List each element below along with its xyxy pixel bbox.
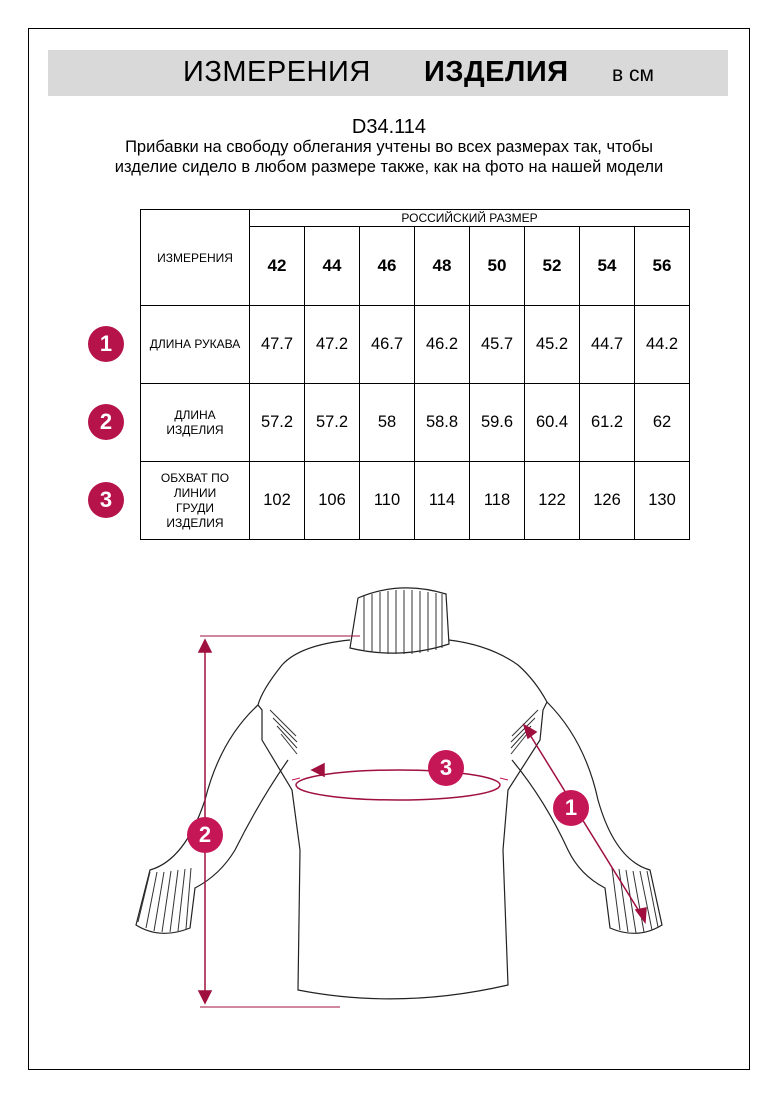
table-cell: 61.2 [580, 384, 635, 462]
row-number-badge: 1 [88, 326, 124, 362]
size-header: 56 [635, 227, 690, 306]
table-cell: 58.8 [415, 384, 470, 462]
table-cell: 46.2 [415, 306, 470, 384]
table-cell: 110 [360, 462, 415, 540]
armhole-dashes [292, 778, 508, 780]
measure-header: ИЗМЕРЕНИЯ [141, 210, 250, 306]
sweater-outline [136, 588, 662, 999]
table-cell: 46.7 [360, 306, 415, 384]
table-cell: 122 [525, 462, 580, 540]
row-number-badge: 2 [88, 404, 124, 440]
table-cell: 47.7 [250, 306, 305, 384]
size-header: 54 [580, 227, 635, 306]
row-number-badge: 3 [88, 482, 124, 518]
fit-note: Прибавки на свободу облегания учтены во всех размерах так, чтобы изделие сидело в любом размере также, как на фото на нашей модели [114, 138, 664, 176]
table-cell: 130 [635, 462, 690, 540]
table-cell: 57.2 [250, 384, 305, 462]
size-header: 50 [470, 227, 525, 306]
header-unit: в см [612, 63, 654, 86]
table-cell: 57.2 [305, 384, 360, 462]
marker-sleeve: 1 [553, 790, 589, 826]
table-cell: 118 [470, 462, 525, 540]
table-cell: 45.7 [470, 306, 525, 384]
size-header: 48 [415, 227, 470, 306]
table-cell: 62 [635, 384, 690, 462]
header-title-light: ИЗМЕРЕНИЯ [183, 56, 371, 88]
table-cell: 114 [415, 462, 470, 540]
table-cell: 44.2 [635, 306, 690, 384]
table-cell: 47.2 [305, 306, 360, 384]
size-header: 44 [305, 227, 360, 306]
size-header: 46 [360, 227, 415, 306]
marker-chest: 3 [428, 750, 464, 786]
table-cell: 126 [580, 462, 635, 540]
table-cell: 59.6 [470, 384, 525, 462]
size-header: 42 [250, 227, 305, 306]
table-cell: 106 [305, 462, 360, 540]
table-cell: 60.4 [525, 384, 580, 462]
size-header: 52 [525, 227, 580, 306]
row-label-sleeve: ДЛИНА РУКАВА [141, 306, 250, 384]
row-label-length: ДЛИНА ИЗДЕЛИЯ [141, 384, 250, 462]
size-group-header: РОССИЙСКИЙ РАЗМЕР [250, 210, 690, 227]
row-label-chest: ОБХВАТ ПО ЛИНИИ ГРУДИ ИЗДЕЛИЯ [141, 462, 250, 540]
table-cell: 58 [360, 384, 415, 462]
product-code: D34.114 [351, 116, 427, 138]
marker-length: 2 [187, 817, 223, 853]
table-cell: 45.2 [525, 306, 580, 384]
table-cell: 102 [250, 462, 305, 540]
table-cell: 44.7 [580, 306, 635, 384]
header-title-bold: ИЗДЕЛИЯ [424, 56, 569, 88]
